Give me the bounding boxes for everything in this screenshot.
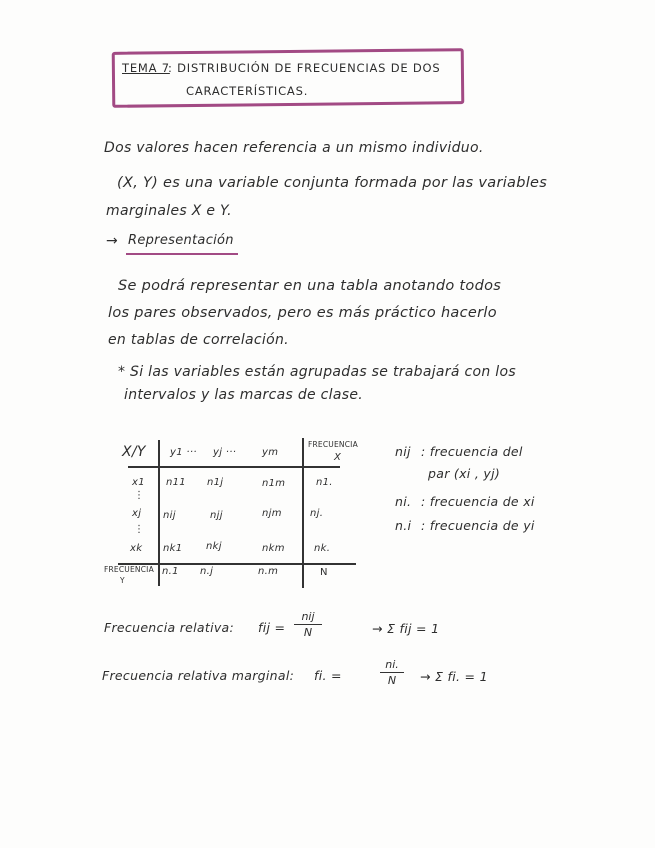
section-heading: Representación bbox=[128, 233, 234, 248]
freq-y-cell: n.1 bbox=[162, 566, 179, 577]
note-line: intervalos y las marcas de clase. bbox=[124, 387, 363, 403]
row-label: xk bbox=[130, 543, 143, 554]
row-label: x1 bbox=[132, 477, 145, 488]
fraction-bar bbox=[294, 624, 322, 625]
row-label: xj bbox=[132, 508, 142, 519]
legend-symbol: nij bbox=[395, 444, 411, 459]
numerator: ni. bbox=[385, 658, 399, 671]
legend-text: par (xi , yj) bbox=[428, 466, 501, 481]
intro-line: (X, Y) es una variable conjunta formada por las variables bbox=[117, 175, 548, 191]
freq-x-header: X bbox=[334, 452, 342, 463]
table-corner: X/Y bbox=[122, 444, 146, 460]
legend-text: : frecuencia del bbox=[421, 444, 523, 459]
paragraph-line: Se podrá representar en una tabla anotando todos bbox=[118, 278, 502, 294]
table-cell: n1j bbox=[207, 477, 224, 488]
formula-lhs: fij = bbox=[258, 620, 286, 635]
table-divider bbox=[128, 466, 340, 468]
title-line-2: CARACTERÍSTICAS. bbox=[186, 84, 309, 98]
heading-underline bbox=[126, 253, 238, 255]
denominator: N bbox=[303, 626, 313, 639]
paragraph-line: los pares observados, pero es más práctico hacerlo bbox=[108, 305, 497, 321]
table-cell: nkj bbox=[206, 541, 222, 552]
row-label: ⋮ bbox=[134, 524, 145, 535]
topic-number: TEMA 7 bbox=[122, 61, 170, 75]
row-label: ⋮ bbox=[134, 490, 145, 501]
table-cell: nij bbox=[163, 510, 176, 521]
col-header: yj ··· bbox=[213, 447, 237, 458]
table-divider bbox=[302, 438, 304, 588]
formula-label: Frecuencia relativa: bbox=[104, 620, 235, 635]
intro-line: marginales X e Y. bbox=[106, 203, 232, 219]
grand-total: N bbox=[320, 567, 328, 578]
legend-symbol: n.i bbox=[395, 518, 412, 533]
table-cell: nkm bbox=[262, 543, 285, 554]
col-header: ym bbox=[262, 447, 279, 458]
legend-text: : frecuencia de yi bbox=[421, 518, 535, 533]
table-cell: njm bbox=[262, 508, 282, 519]
table-cell: n1m bbox=[262, 478, 286, 489]
freq-x-header: FRECUENCIA bbox=[308, 440, 358, 449]
row-total: n1. bbox=[316, 477, 333, 488]
section-arrow: → bbox=[106, 233, 119, 249]
table-cell: nk1 bbox=[163, 543, 183, 554]
formula-lhs: fi. = bbox=[314, 668, 342, 683]
freq-y-cell: n.j bbox=[200, 566, 214, 577]
numerator: nij bbox=[301, 610, 315, 623]
row-total: nk. bbox=[314, 543, 331, 554]
fraction bbox=[294, 610, 322, 639]
intro-line: Dos valores hacen referencia a un mismo individuo. bbox=[104, 140, 484, 156]
table-cell: n11 bbox=[166, 477, 186, 488]
legend-symbol: ni. bbox=[395, 494, 412, 509]
table-cell: njj bbox=[210, 510, 223, 521]
row-total: nj. bbox=[310, 508, 324, 519]
formula-result: → Σ fi. = 1 bbox=[420, 669, 488, 684]
formula-result: → Σ fij = 1 bbox=[372, 621, 440, 636]
fraction bbox=[380, 658, 404, 687]
freq-y-cell: n.m bbox=[258, 566, 279, 577]
col-header: y1 ··· bbox=[170, 447, 197, 458]
fraction-bar bbox=[380, 672, 404, 673]
freq-y-label: Y bbox=[120, 576, 125, 585]
note-line: * Si las variables están agrupadas se trabajará con los bbox=[118, 364, 516, 380]
formula-label: Frecuencia relativa marginal: bbox=[102, 668, 295, 683]
freq-y-label: FRECUENCIA bbox=[104, 565, 154, 574]
denominator: N bbox=[387, 674, 397, 687]
paragraph-line: en tablas de correlación. bbox=[108, 332, 289, 348]
legend-text: : frecuencia de xi bbox=[421, 494, 535, 509]
title-line-1: : DISTRIBUCIÓN DE FRECUENCIAS DE DOS bbox=[168, 61, 441, 75]
title-box bbox=[112, 48, 465, 108]
